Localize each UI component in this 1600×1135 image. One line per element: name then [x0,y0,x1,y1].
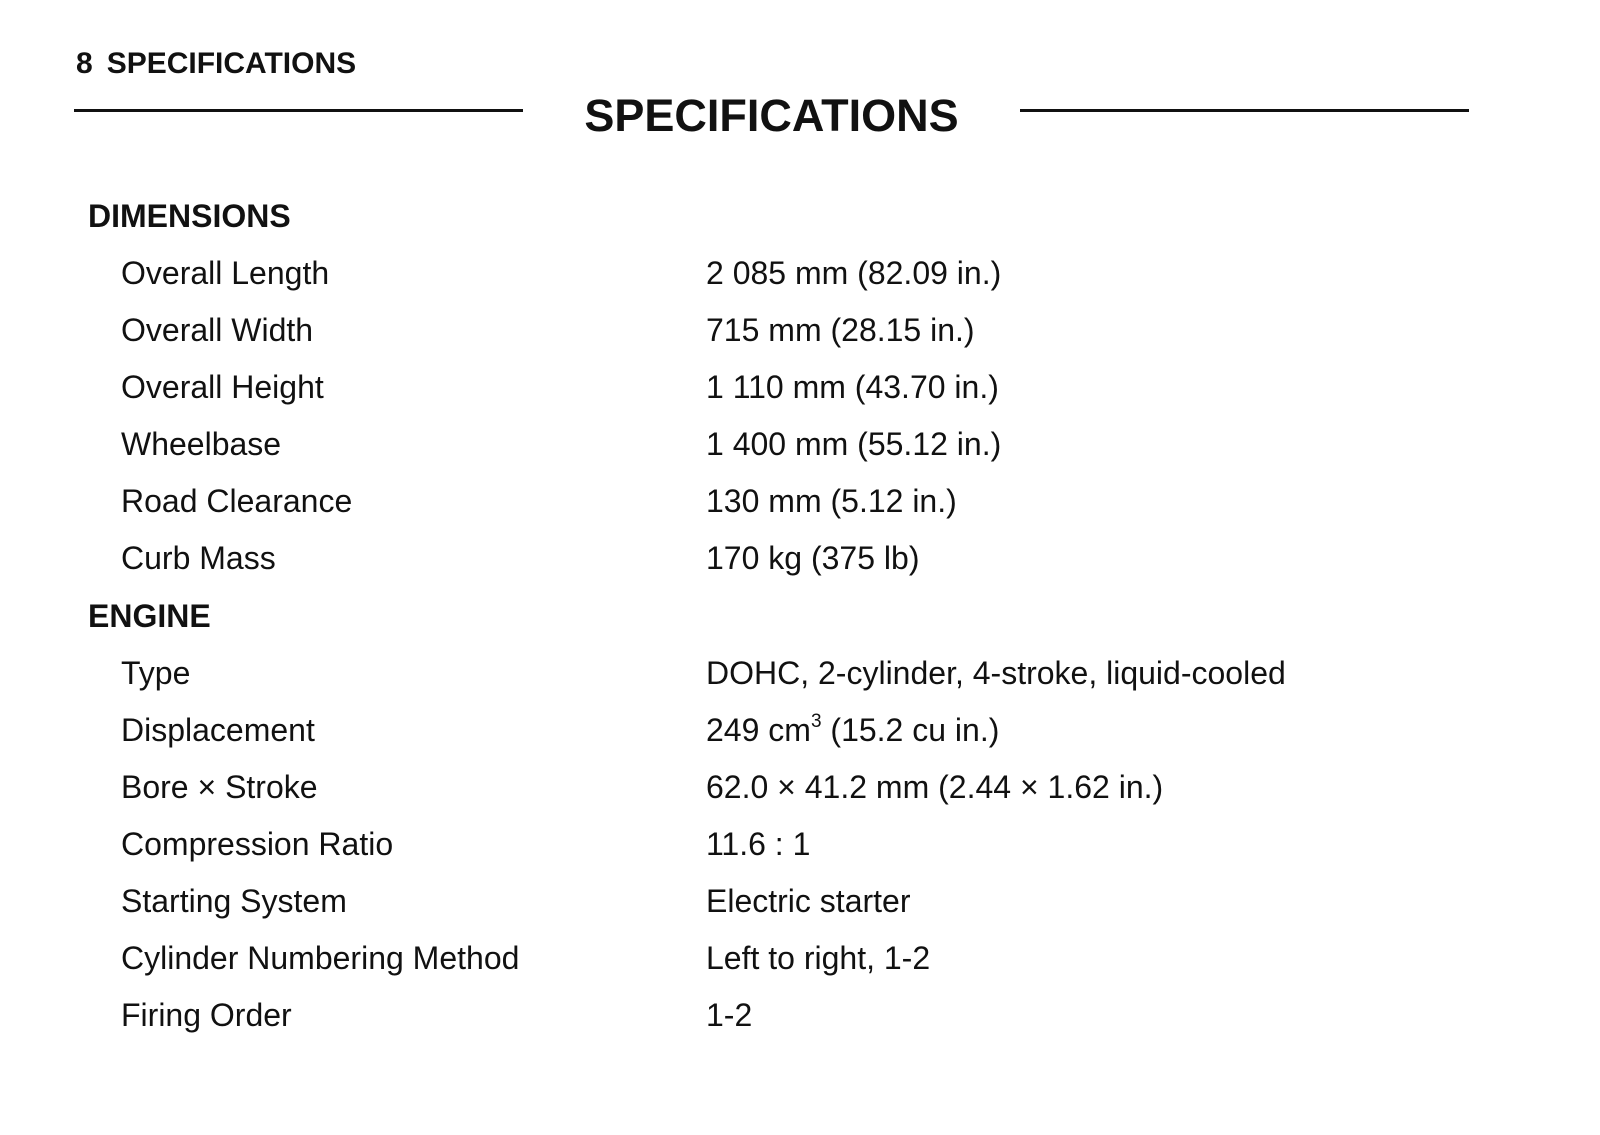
displacement-value-main: 249 cm [706,712,811,748]
spec-value: 130 mm (5.12 in.) [706,483,957,519]
spec-label: Overall Width [121,312,314,348]
spec-value: 1-2 [706,997,753,1033]
spec-label: Displacement [121,712,315,748]
spec-row-starting-system [0,881,1600,921]
spec-row-firing-order [0,995,1600,1035]
spec-label: Compression Ratio [121,826,394,862]
spec-row-bore-stroke [0,767,1600,807]
section-heading-engine: ENGINE [88,598,211,634]
spec-value: 1 110 mm (43.70 in.) [706,369,999,405]
spec-value: Left to right, 1-2 [706,940,931,976]
spec-value: 2 085 mm (82.09 in.) [706,255,1002,291]
spec-label: Overall Length [121,255,330,291]
spec-value: 715 mm (28.15 in.) [706,312,975,348]
spec-value: 11.6 : 1 [706,826,811,862]
spec-row-overall-width [0,310,1600,350]
running-head [76,44,356,84]
spec-label: Bore × Stroke [121,769,318,805]
spec-row-displacement [0,710,1600,750]
spec-label: Wheelbase [121,426,282,462]
title-rule-right [1020,109,1469,112]
spec-row-wheelbase [0,424,1600,464]
spec-row-compression-ratio [0,824,1600,864]
displacement-value-rest: (15.2 cu in.) [821,712,1000,748]
spec-row-type [0,653,1600,693]
spec-value [706,710,999,750]
spec-label: Type [121,655,191,691]
spec-label: Cylinder Numbering Method [121,940,520,976]
title-rule-left [74,109,523,112]
spec-value: 62.0 × 41.2 mm (2.44 × 1.62 in.) [706,769,1164,805]
spec-value: DOHC, 2-cylinder, 4-stroke, liquid-cooled [706,655,1286,691]
spec-row-cylinder-numbering [0,938,1600,978]
displacement-superscript: 3 [810,711,822,733]
spec-label: Curb Mass [121,540,276,576]
page-number: 8 [76,47,93,80]
spec-label: Firing Order [121,997,292,1033]
page-title: SPECIFICATIONS [584,90,959,141]
section-heading-dimensions: DIMENSIONS [88,198,291,234]
spec-label: Starting System [121,883,347,919]
spec-label: Road Clearance [121,483,353,519]
spec-row-overall-height [0,367,1600,407]
spec-row-curb-mass [0,538,1600,578]
running-head-section: SPECIFICATIONS [106,47,357,80]
spec-value: Electric starter [706,883,911,919]
spec-value: 1 400 mm (55.12 in.) [706,426,1002,462]
spec-row-road-clearance [0,481,1600,521]
spec-row-overall-length [0,253,1600,293]
spec-label: Overall Height [121,369,324,405]
spec-value: 170 kg (375 lb) [706,540,920,576]
